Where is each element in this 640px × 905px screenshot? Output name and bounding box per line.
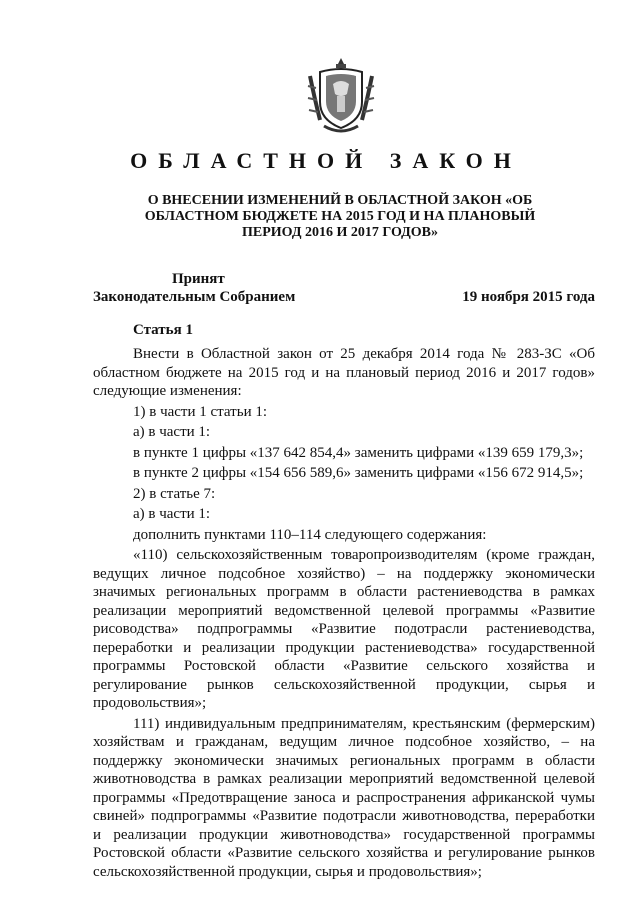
paragraph: «110) сельскохозяйственным товаропроизводителям (кроме граждан, ведущих личное подсобное хозяйство) – на поддержку экономически значимых региональных программ в области растениеводства в рамках реализации мероприятий ведомственной целевой программы «Развитие рисоводства» подпрограммы «Развитие подотрасли растениеводства, переработки и реализации продукции растениеводства» государственной программы Ростовской области «Развитие сельского хозяйства и регулирование рынков сельскохозяйственной продукции, сырья и продовольствия»;	[93, 547, 595, 711]
law-body	[93, 345, 595, 881]
paragraph: Внести в Областной закон от 25 декабря 2014 года № 283-ЗС «Об областном бюджете на 2015 год и на плановый период 2016 и 2017 годов» следующие изменения:	[93, 346, 595, 399]
article-heading: Статья 1	[133, 322, 193, 338]
paragraph: в пункте 2 цифры «154 656 589,6» заменить цифрами «156 672 914,5»;	[133, 465, 584, 481]
paragraph: 111) индивидуальным предпринимателям, крестьянским (фермерским) хозяйствам и гражданам, ведущим личное подсобное хозяйство, – на поддержку экономически значимых региональных программ в области животноводства в рамках реализации мероприятий ведомственной целевой программы «Предотвращение заноса и распространения африканской чумы свиней» подпрограммы «Развитие подотрасли животноводства, переработки и реализации продукции животноводства» государственной программы Ростовской области «Развитие сельского хозяйства и регулирование рынков сельскохозяйственной продукции, сырья и продовольствия»;	[93, 715, 595, 880]
paragraph: а) в части 1:	[133, 424, 211, 440]
coat-of-arms-icon	[306, 56, 376, 136]
law-title: О ВНЕСЕНИИ ИЗМЕНЕНИЙ В ОБЛАСТНОЙ ЗАКОН «ОБ ОБЛАСТНОМ БЮДЖЕТЕ НА 2015 ГОД И НА ПЛАНОВЫЙ ПЕРИОД 2016 И 2017 ГОДОВ»	[144, 193, 536, 240]
paragraph: дополнить пунктами 110–114 следующего содержания:	[133, 526, 487, 543]
paragraph: 2) в статье 7:	[133, 485, 216, 502]
law-type-heading: ОБЛАСТНОЙ ЗАКОН	[130, 148, 522, 173]
adoption-label: Принят	[172, 271, 225, 287]
paragraph: 1) в части 1 статьи 1:	[133, 403, 268, 420]
paragraph: а) в части 1:	[133, 506, 211, 522]
adoption-body: Законодательным Собранием	[93, 289, 296, 305]
adoption-date: 19 ноября 2015 года	[462, 289, 595, 305]
paragraph: в пункте 1 цифры «137 642 854,4» заменить цифрами «139 659 179,3»;	[133, 444, 584, 461]
